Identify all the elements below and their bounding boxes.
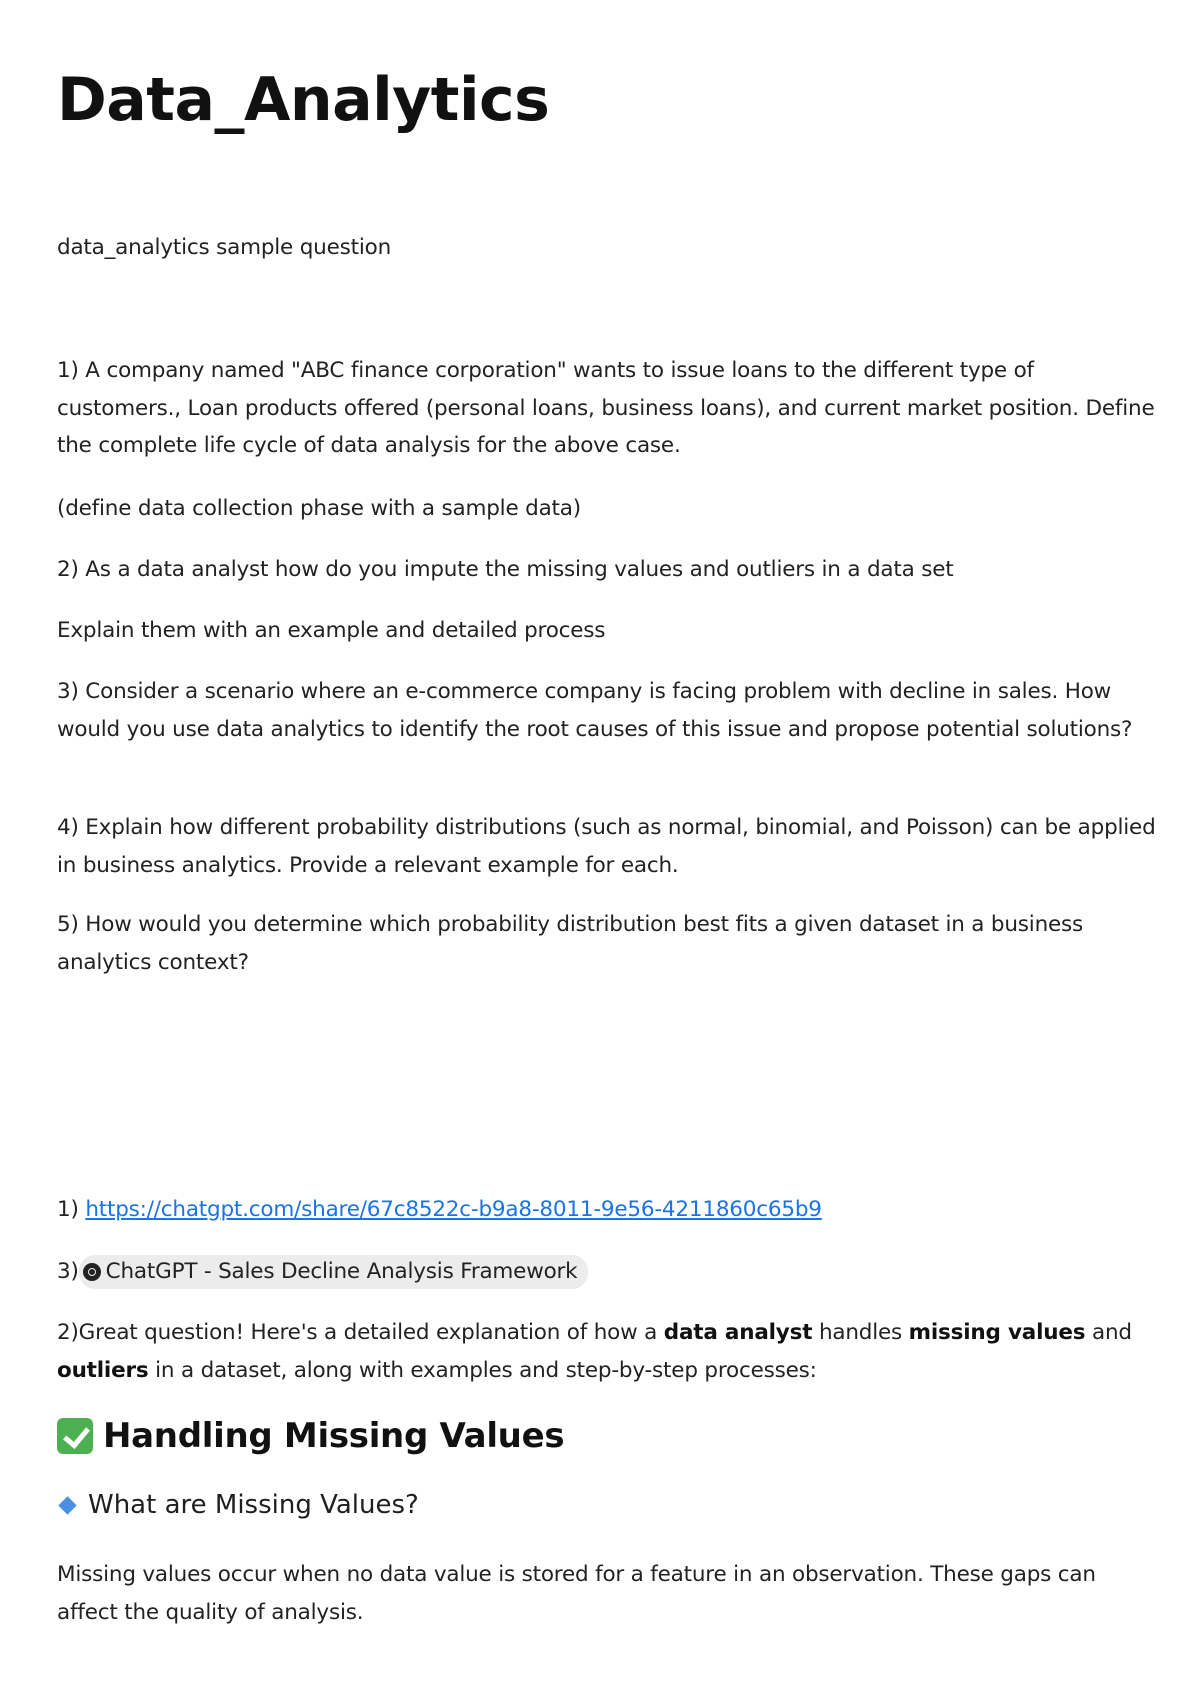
chatgpt-mention-chip[interactable] bbox=[79, 1255, 589, 1289]
question-4: 4) Explain how different probability distributions (such as normal, binomial, and Poisson) can be applied in business analytics. Provide a relevant example for each. bbox=[57, 815, 1156, 878]
answer-2-bold-missing-values: missing values bbox=[908, 1320, 1086, 1345]
page-title: Data_Analytics bbox=[57, 65, 550, 135]
answer-2-prefix: 2)Great question! Here's a detailed explanation of how a bbox=[57, 1320, 658, 1345]
section-subheading bbox=[57, 1484, 419, 1526]
question-5: 5) How would you determine which probability distribution best fits a given dataset in a business analytics context? bbox=[57, 912, 1084, 975]
question-2: 2) As a data analyst how do you impute the missing values and outliers in a data set bbox=[57, 557, 954, 582]
answer-2-mid-2: and bbox=[1092, 1320, 1132, 1345]
check-icon bbox=[57, 1418, 93, 1454]
section-subheading-text: What are Missing Values? bbox=[88, 1490, 419, 1520]
diamond-icon bbox=[58, 1496, 76, 1514]
question-3: 3) Consider a scenario where an e-commerce company is facing problem with decline in sales. How would you use data analytics to identify the root causes of this issue and propose potential solutions? bbox=[57, 679, 1133, 742]
answer-1-prefix: 1) bbox=[57, 1197, 79, 1222]
answer-2-bold-data-analyst: data analyst bbox=[663, 1320, 813, 1345]
answer-2-mid-1: handles bbox=[818, 1320, 903, 1345]
section-heading bbox=[57, 1410, 564, 1462]
question-1-note: (define data collection phase with a sample data) bbox=[57, 496, 581, 521]
answer-1 bbox=[57, 1191, 1157, 1229]
chip-label: ChatGPT - Sales Decline Analysis Framework bbox=[105, 1259, 578, 1284]
section-body: Missing values occur when no data value is stored for a feature in an observation. These gaps can affect the quality of analysis. bbox=[57, 1562, 1096, 1625]
page-subtitle: data_analytics sample question bbox=[57, 235, 392, 260]
question-2-note: Explain them with an example and detailed process bbox=[57, 618, 606, 643]
answer-1-link[interactable]: https://chatgpt.com/share/67c8522c-b9a8-8011-9e56-4211860c65b9 bbox=[85, 1197, 822, 1222]
answer-2-suffix: in a dataset, along with examples and step-by-step processes: bbox=[155, 1357, 817, 1383]
question-1: 1) A company named "ABC finance corporation" wants to issue loans to the different type of customers., Loan products offered (personal loans, business loans), and current market position. Define the complete life cycle of data analysis for the above case. bbox=[57, 358, 1155, 458]
answer-2-intro bbox=[57, 1314, 1157, 1389]
section-heading-text: Handling Missing Values bbox=[103, 1416, 565, 1456]
answer-2-bold-outliers: outliers bbox=[57, 1357, 149, 1383]
answer-3-prefix: 3) bbox=[57, 1259, 79, 1284]
chatgpt-icon bbox=[83, 1263, 101, 1281]
answer-3 bbox=[57, 1253, 1157, 1291]
